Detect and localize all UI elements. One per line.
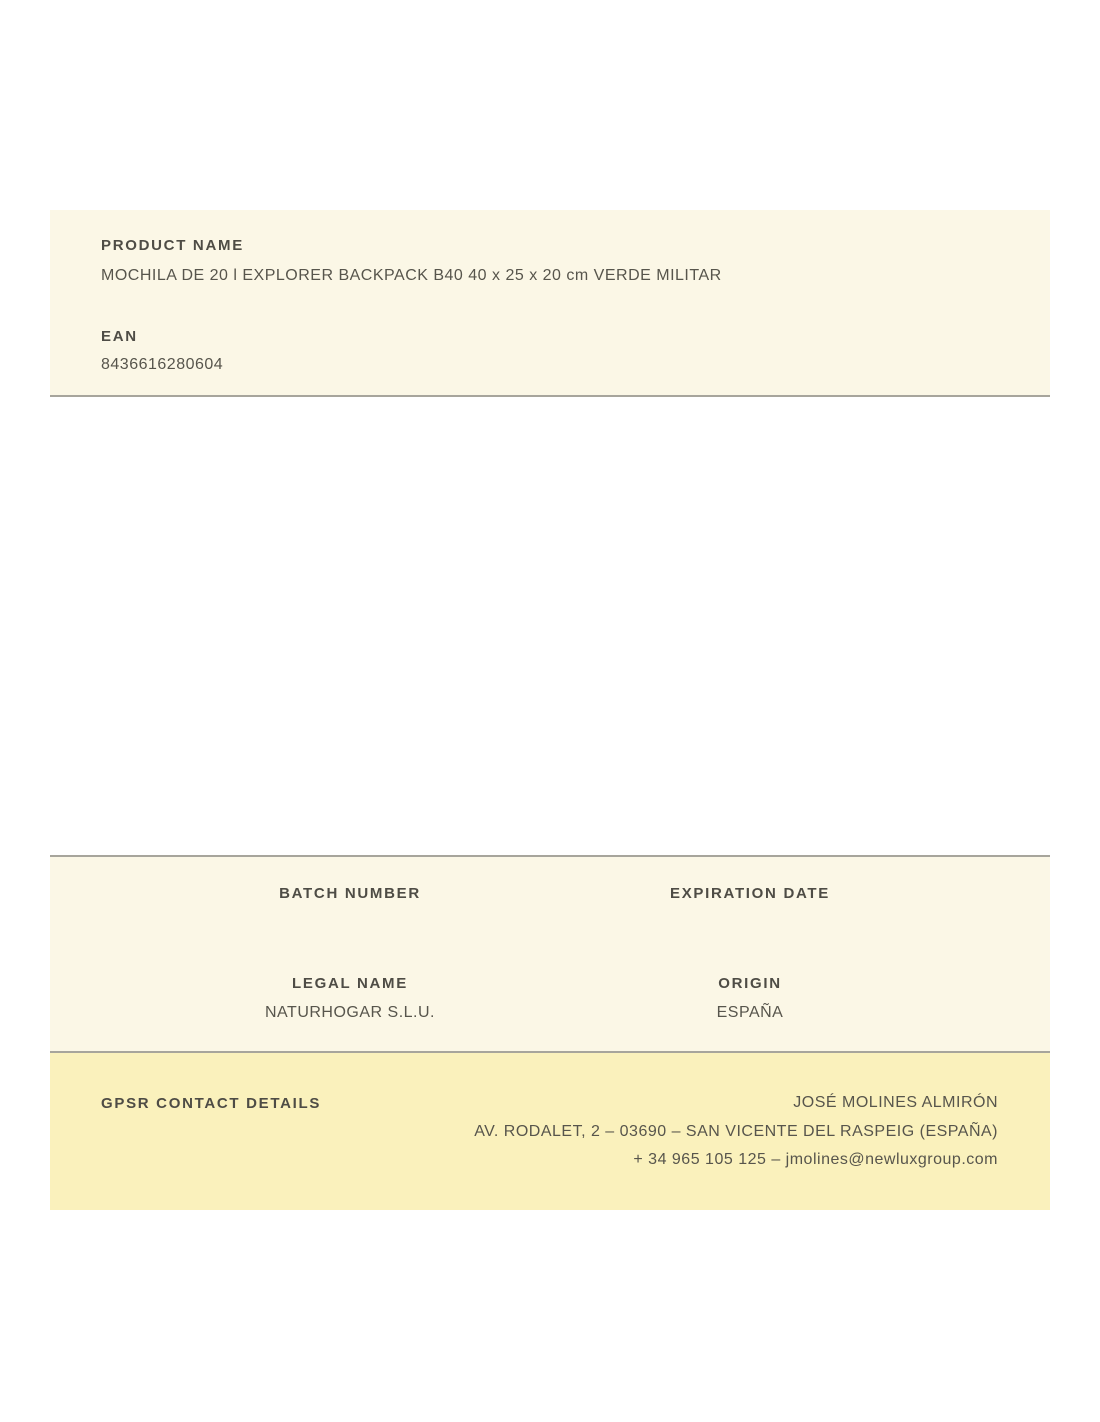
gpsr-contact-block	[474, 1089, 998, 1175]
product-name-value: MOCHILA DE 20 l EXPLORER BACKPACK B40 40 x 25 x 20 cm VERDE MILITAR	[101, 267, 722, 284]
contact-name: JOSÉ MOLINES ALMIRÓN	[793, 1094, 998, 1111]
gpsr-contact-details-label: GPSR CONTACT DETAILS	[101, 1095, 322, 1112]
contact-phone-email: + 34 965 105 125 – jmolines@newluxgroup.com	[633, 1151, 998, 1168]
legal-name-value: NATURHOGAR S.L.U.	[265, 1004, 435, 1021]
product-name-label: PRODUCT NAME	[101, 237, 244, 254]
ean-value: 8436616280604	[101, 356, 224, 373]
origin-label: ORIGIN	[718, 975, 782, 992]
ean-label: EAN	[101, 328, 138, 345]
product-name-field	[101, 237, 998, 285]
batch-number-label: BATCH NUMBER	[279, 885, 421, 902]
batch-legal-section	[50, 855, 1050, 1053]
product-info-section	[50, 210, 1050, 397]
gpsr-contact-section	[50, 1053, 1050, 1210]
expiration-date-label: EXPIRATION DATE	[670, 885, 830, 902]
origin-value: ESPAÑA	[716, 1004, 784, 1021]
contact-address: AV. RODALET, 2 – 03690 – SAN VICENTE DEL RASPEIG (ESPAÑA)	[474, 1122, 998, 1140]
ean-field	[101, 328, 998, 374]
legal-name-label: LEGAL NAME	[292, 975, 408, 992]
